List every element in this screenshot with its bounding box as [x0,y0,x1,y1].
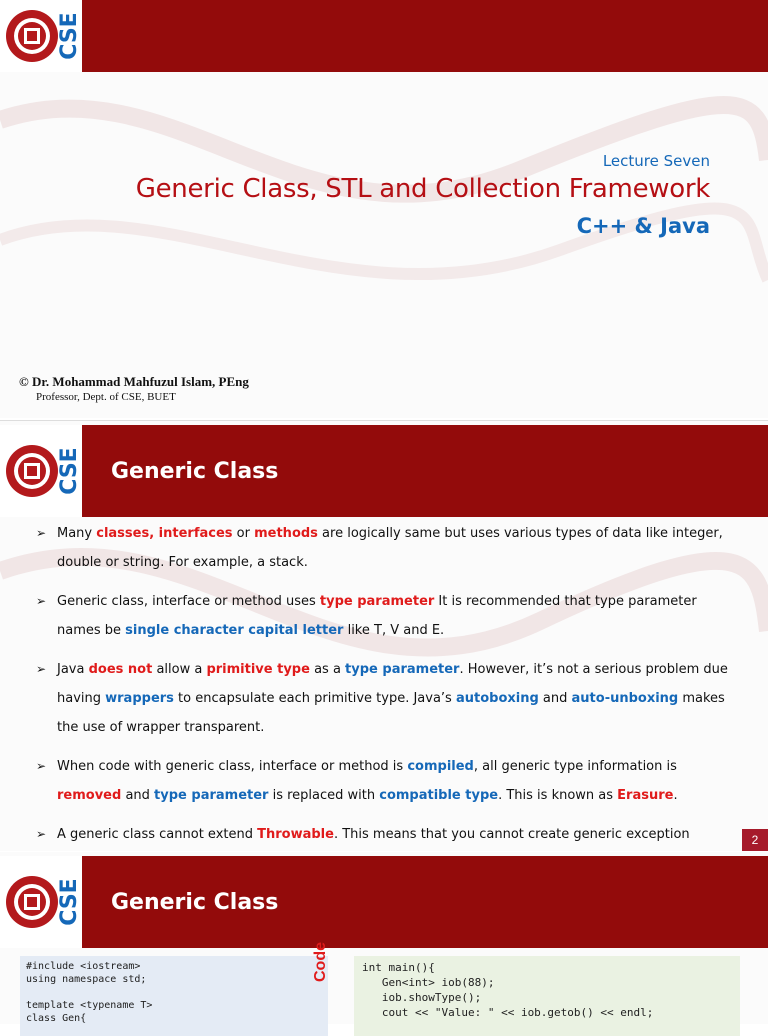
bullet-text: and [538,691,572,706]
bullet-text: Many [57,526,97,541]
code-slide [0,852,768,1024]
highlight-term: Throwable [257,827,334,842]
highlight-term: compatible type [379,788,499,803]
highlight-term: methods [254,526,318,541]
bullet-text: Java [57,662,89,677]
arrow-bullet-icon: ➢ [36,662,47,676]
author-affiliation: Professor, Dept. of CSE, BUET [36,391,176,403]
slide-title: Generic Class [111,459,279,484]
header-banner [0,0,768,72]
highlight-term: type parameter [319,594,435,609]
bullet-text: . This is known as [498,788,618,803]
bullet-text: to encapsulate each primitive type. Java’s [173,691,456,706]
content-slide [0,420,768,851]
cse-logo [0,0,84,72]
code-label: Code [312,942,329,982]
bullet-text: . This means that you cannot create generic exception [333,827,690,842]
bullet-text: . However, it’s not a serious problem due having [57,662,728,706]
svg-text:CSE: CSE [57,878,82,926]
highlight-term: classes, interfaces [96,526,233,541]
title-slide [0,0,768,418]
highlight-term: type parameter [154,788,269,803]
highlight-term: primitive type [206,662,310,677]
bullet-item [36,655,736,742]
bullet-text: like T, V and E. [343,623,445,638]
slide-title: Generic Class, STL and Collection Framework [135,174,710,204]
bullet-text: or [232,526,255,541]
page-number: 2 [742,829,768,851]
header-banner [0,856,768,948]
bullet-list [36,519,736,888]
code-block-left: #include <iostream> using namespace std; template <typename T> class Gen{ [20,956,328,1036]
highlight-term: single character capital letter [125,623,344,638]
bullet-text: , all generic type information is [473,759,677,774]
bullet-text: When code with generic class, interface or method is [57,759,408,774]
author-name: © Dr. Mohammad Mahfuzul Islam, PEng [19,374,249,389]
bullet-text: allow a [152,662,207,677]
lecture-number: Lecture Seven [602,152,710,170]
cse-logo [0,425,84,517]
svg-text:CSE: CSE [57,447,82,495]
highlight-term: auto-unboxing [571,691,679,706]
bullet-text: . [673,788,678,803]
header-banner [0,425,768,517]
highlight-term: Erasure [617,788,674,803]
highlight-term: does not [88,662,153,677]
highlight-term: autoboxing [455,691,539,706]
arrow-bullet-icon: ➢ [36,827,47,841]
highlight-term: removed [57,788,122,803]
highlight-term: type parameter [345,662,460,677]
bullet-text: is replaced with [268,788,380,803]
bullet-item [36,587,736,645]
svg-text:CSE: CSE [57,12,82,60]
bullet-item [36,519,736,577]
code-block-right: int main(){ Gen<int> iob(88); iob.showType(); cout << "Value: " << iob.getob() << endl; [354,956,740,1036]
highlight-term: compiled [407,759,474,774]
highlight-term: wrappers [105,691,174,706]
bullet-text: makes the use of wrapper transparent. [57,691,725,735]
cse-logo [0,856,84,948]
bullet-text: and [121,788,155,803]
bullet-text: A generic class cannot extend [57,827,258,842]
bullet-text: are logically same but uses various types of data like integer, double or string. For example, a stack. [57,526,723,570]
bullet-text: It is recommended that type parameter names be [57,594,697,638]
arrow-bullet-icon: ➢ [36,526,47,540]
slide-title: Generic Class [111,890,279,915]
bullet-item [36,752,736,810]
slide-subtitle: C++ & Java [576,214,710,238]
arrow-bullet-icon: ➢ [36,759,47,773]
bullet-text: as a [309,662,346,677]
arrow-bullet-icon: ➢ [36,594,47,608]
bullet-text: Generic class, interface or method uses [57,594,320,609]
